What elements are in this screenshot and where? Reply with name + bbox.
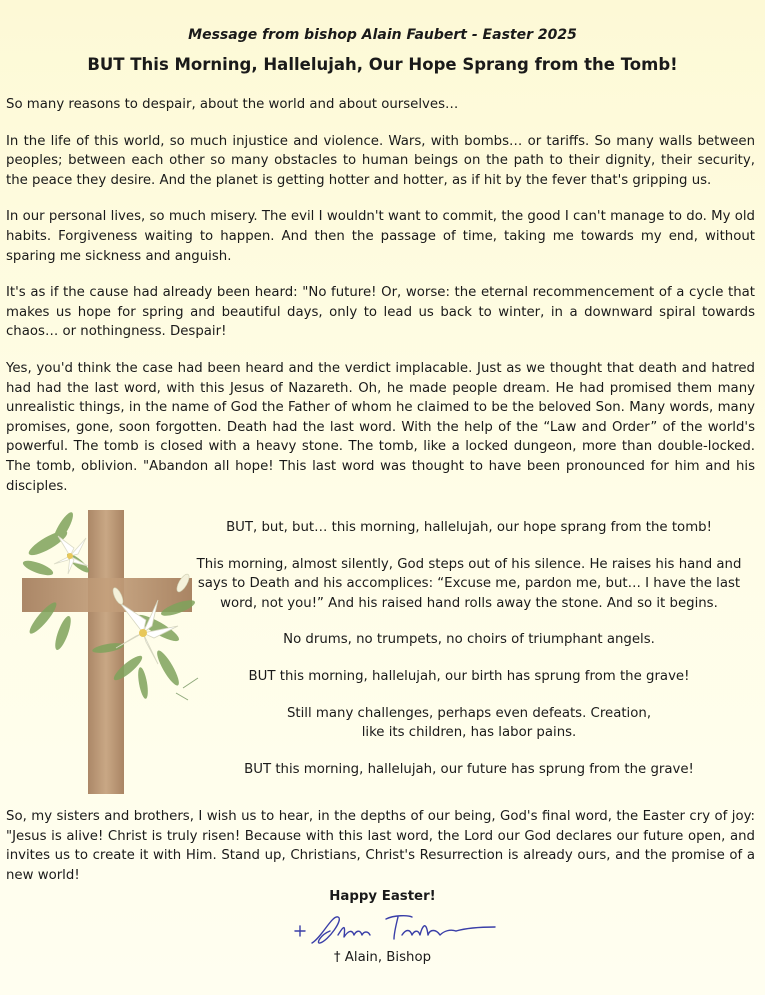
paragraph: So many reasons to despair, about the world and about ourselves… bbox=[6, 97, 459, 112]
paragraph: In our personal lives, so much misery. The evil I wouldn't want to commit, the good I can't manage to do. My old habits. Forgiveness waiting to happen. And then the passage of time, taking me towards my end, without sparing me sickness and anguish. bbox=[6, 209, 755, 264]
centered-line: BUT, but, but… this morning, hallelujah, our hope sprang from the tomb! bbox=[226, 520, 712, 535]
intro-text bbox=[6, 95, 755, 513]
letter-title: BUT This Morning, Hallelujah, Our Hope Sprang from the Tomb! bbox=[87, 55, 678, 74]
centered-line: BUT this morning, hallelujah, our birth has sprung from the grave! bbox=[248, 668, 690, 684]
signatory-name: † Alain, Bishop bbox=[333, 950, 432, 965]
centered-line: Still many challenges, perhaps even defeats. Creation, bbox=[286, 705, 652, 721]
centered-line: like its children, has labor pains. bbox=[361, 725, 577, 741]
paragraph: Yes, you'd think the case had been heard and the verdict implacable. Just as we thought that death and hatred had had the last word, with this Jesus of Nazareth. Oh, he made people dream. He had promised them many unrealistic things, in the name of God the Father of whom he claimed to be the beloved Son. Many words, many promises, gone, soon forgotten. Death had the last word. With the help of the “Law and Order” of the world's powerful. The tomb is closed with a heavy stone. The tomb, like a locked dungeon, more than double-locked. The tomb, oblivion. "Abandon all hope! This last word was thought to have been pronounced for him and his disciples. bbox=[6, 360, 755, 494]
closing-greeting: Happy Easter! bbox=[329, 889, 436, 904]
centered-line-group bbox=[182, 704, 756, 743]
paragraph: In the life of this world, so much injustice and violence. Wars, with bombs… or tariffs. So many walls between peoples; between each other so many obstacles to human beings on the path to their dignity, their security, the peace they desire. And the planet is getting hotter and hotter, as if hit by the fever that's gripping us. bbox=[6, 133, 755, 188]
easter-cross-illustration bbox=[8, 508, 203, 796]
centered-proclamation bbox=[182, 518, 756, 796]
signature-image bbox=[290, 905, 500, 953]
paragraph: It's as if the cause had already been heard: "No future! Or, worse: the eternal recommencement of a cycle that makes us hope for spring and beautiful days, only to lead us back to winter, in a downward spiral towards chaos… or nothingness. Despair! bbox=[6, 285, 755, 340]
centered-line: BUT this morning, hallelujah, our future has sprung from the grave! bbox=[244, 761, 694, 777]
letter-subtitle: Message from bishop Alain Faubert - Easter 2025 bbox=[188, 27, 577, 43]
centered-line: No drums, no trumpets, no choirs of triumphant angels. bbox=[283, 632, 655, 648]
centered-line: This morning, almost silently, God steps out of his silence. He raises his hand and says to Death and his accomplices: “Excuse me, pardon me, but… I have the last word, not you!” And his raised hand rolls away the stone. And so it begins. bbox=[196, 556, 742, 611]
paragraph: So, my sisters and brothers, I wish us to hear, in the depths of our being, God's final word, the Easter cry of joy: "Jesus is alive! Christ is truly risen! Because with this last word, the Lord our God declares our future open, and invites us to create it with Him. Stand up, Christians, Christ's Resurrection is already ours, and the promise of a new world! bbox=[6, 809, 755, 883]
